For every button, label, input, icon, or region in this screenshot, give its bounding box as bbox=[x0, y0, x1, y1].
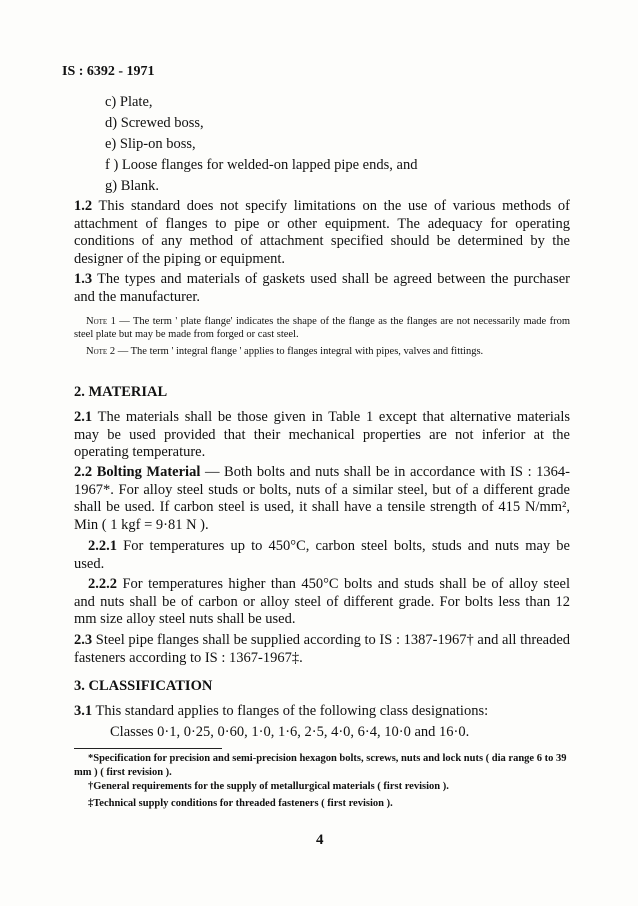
note-1 bbox=[74, 315, 570, 341]
clause-text: For temperatures up to 450°C, carbon steel bolts, studs and nuts may be used. bbox=[74, 538, 570, 572]
section-heading-classification: 3. CLASSIFICATION bbox=[74, 678, 213, 694]
clause-number: 2.2 bbox=[74, 464, 93, 480]
clause-text: Steel pipe flanges shall be supplied according to IS : 1387-1967† and all threaded fasteners according to IS : 1367-1967‡. bbox=[74, 632, 571, 666]
clause-number: 2.1 bbox=[74, 409, 93, 425]
clause-number: 2.2.1 bbox=[88, 538, 117, 554]
clause-text: This standard does not specify limitations on the use of various methods of attachment of flanges to pipe or other equipment. The adequacy for operating conditions of any method of attachment specified should be determined by the designer of the piping or equipment. bbox=[74, 198, 570, 267]
standard-header: IS : 6392 - 1971 bbox=[62, 64, 155, 79]
page-number: 4 bbox=[316, 832, 324, 848]
clause-2-2-1 bbox=[74, 538, 570, 573]
section-heading-material: 2. MATERIAL bbox=[74, 384, 168, 400]
flange-type-list bbox=[105, 92, 417, 197]
footnote: *Specification for precision and semi-precision hexagon bolts, screws, nuts and lock nuts ( dia range 6 to 39 mm ) ( first revision ). bbox=[74, 753, 567, 778]
clause-number: 1.2 bbox=[74, 198, 93, 214]
note-2 bbox=[74, 345, 570, 358]
clause-1-3 bbox=[74, 271, 570, 306]
clause-1-2 bbox=[74, 198, 570, 268]
clause-2-2 bbox=[74, 464, 570, 534]
note-text: The term ' integral flange ' applies to flanges integral with pipes, valves and fittings. bbox=[130, 346, 484, 357]
clause-number: 3.1 bbox=[74, 703, 93, 719]
clause-number: 2.3 bbox=[74, 632, 93, 648]
clause-2-2-2 bbox=[74, 576, 570, 629]
list-item: e) Slip-on boss, bbox=[105, 136, 196, 152]
clause-text: The materials shall be those given in Table 1 except that alternative materials may be used provided that their mechanical properties are not inferior at the operating temperature. bbox=[74, 409, 570, 460]
class-designations: Classes 0·1, 0·25, 0·60, 1·0, 1·6, 2·5, 4·0, 6·4, 10·0 and 16·0. bbox=[110, 724, 470, 740]
footnote-divider bbox=[74, 748, 222, 749]
list-item: d) Screwed boss, bbox=[105, 115, 204, 131]
list-item: f ) Loose flanges for welded-on lapped pipe ends, and bbox=[105, 157, 418, 173]
list-item: g) Blank. bbox=[105, 178, 159, 194]
footnote: †General requirements for the supply of metallurgical materials ( first revision ). bbox=[88, 781, 449, 792]
list-item: c) Plate, bbox=[105, 94, 153, 110]
note-text: The term ' plate flange' indicates the shape of the flange as the flanges are not necessarily made from steel plate but may be made from forged or cast steel. bbox=[74, 316, 570, 340]
clause-text: For temperatures higher than 450°C bolts and studs shall be of alloy steel and nuts shall be of carbon or alloy steel of different grade. For bolts less than 12 mm size alloy steel nuts shall be used. bbox=[74, 576, 570, 627]
clause-text: This standard applies to flanges of the following class designations: bbox=[95, 703, 489, 719]
clause-number: 1.3 bbox=[74, 271, 93, 287]
note-label: Note 1 — bbox=[86, 316, 130, 327]
clause-title: Bolting Material bbox=[96, 464, 201, 480]
clause-text: — Both bolts and nuts shall be in accordance with IS : 1364-1967*. For alloy steel studs or bolts, nuts of a similar steel, but of a different grade shall be used. If carbon steel is used, it shall have a tensile strength of 415 N/mm², Min ( 1 kgf = 9·81 N ). bbox=[74, 464, 571, 533]
note-label: Note 2 — bbox=[86, 346, 129, 357]
clause-2-3 bbox=[74, 632, 570, 667]
clause-2-1 bbox=[74, 409, 570, 462]
clause-3-1 bbox=[74, 703, 570, 721]
clause-number: 2.2.2 bbox=[88, 576, 117, 592]
clause-text: The types and materials of gaskets used shall be agreed between the purchaser and the manufacturer. bbox=[74, 271, 570, 305]
footnote: ‡Technical supply conditions for threaded fasteners ( first revision ). bbox=[88, 798, 393, 809]
